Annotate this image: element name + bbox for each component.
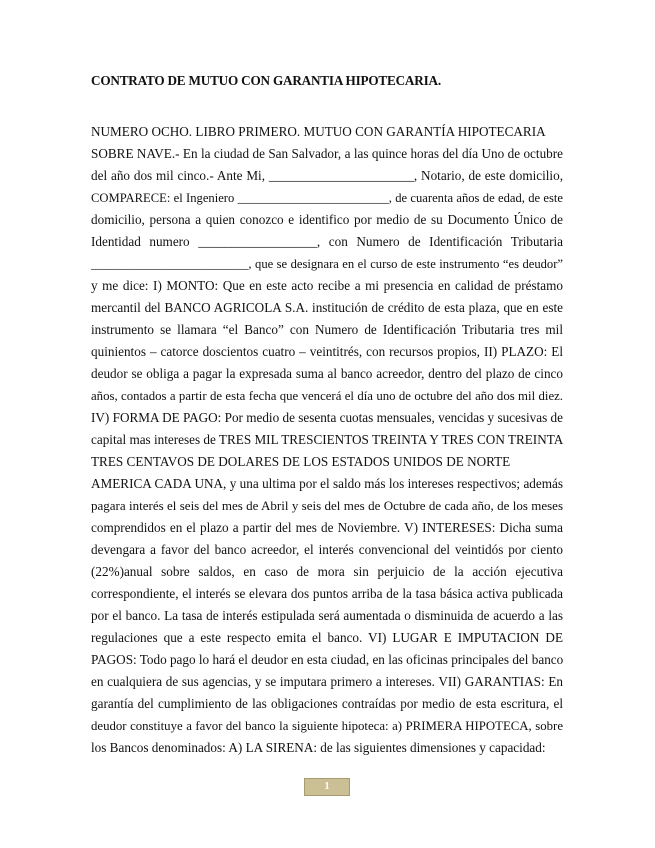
body-line: deudor se obliga a pagar la expresada suma al banco acreedor, dentro del plazo de cinco bbox=[91, 366, 563, 381]
body-line: NUMERO OCHO. LIBRO PRIMERO. MUTUO CON GARANTÍA HIPOTECARIA bbox=[91, 124, 546, 139]
body-line: garantía del cumplimiento de las obligaciones contraídas por medio de esta escritura, el bbox=[91, 696, 563, 711]
body-line: PAGOS: Todo pago lo hará el deudor en esta ciudad, en las oficinas principales del banco bbox=[91, 652, 564, 667]
body-line: comprendidos en el plazo a partir del mes de Noviembre. V) INTERESES: Dicha suma bbox=[91, 520, 563, 535]
page-number-badge: 1 bbox=[304, 778, 350, 796]
body-line: IV) FORMA DE PAGO: Por medio de sesenta cuotas mensuales, vencidas y sucesivas de bbox=[91, 410, 563, 425]
body-line: mercantil del BANCO AGRICOLA S.A. institución de crédito de esta plaza, que en este bbox=[91, 300, 563, 315]
body-line: por el banco. La tasa de interés estipulada será aumentada o disminuida de acuerdo a las bbox=[91, 608, 563, 623]
body-line: capital mas intereses de TRES MIL TRESCIENTOS TREINTA Y TRES CON TREINTA bbox=[91, 432, 564, 447]
body-line: COMPARECE: el Ingeniero ________________________, de cuarenta años de edad, de este bbox=[91, 191, 563, 205]
body-line: del año dos mil cinco.- Ante Mi, ______________________, Notario, de este domicilio, bbox=[91, 168, 563, 183]
body-line: deudor constituye a favor del banco la siguiente hipoteca: a) PRIMERA HIPOTECA, sobre bbox=[91, 719, 563, 733]
body-line: SOBRE NAVE.- En la ciudad de San Salvador, a las quince horas del día Uno de octubre bbox=[91, 146, 563, 161]
body-line: pagara interés el seis del mes de Abril y seis del mes de Octubre de cada año, de los meses bbox=[91, 498, 563, 513]
body-line: regulaciones que a este respecto emita el banco. VI) LUGAR E IMPUTACION DE bbox=[91, 630, 563, 645]
body-line: TRES CENTAVOS DE DOLARES DE LOS ESTADOS UNIDOS DE NORTE bbox=[91, 454, 511, 469]
body-line: años, contados a partir de esta fecha que vencerá el día uno de octubre del año dos mil diez. bbox=[91, 389, 563, 403]
body-line: instrumento se llamara “el Banco” con Numero de Identificación Tributaria tres mil bbox=[91, 322, 563, 337]
body-line: en cualquiera de sus agencias, y se imputara primero a intereses. VII) GARANTIAS: En bbox=[91, 674, 563, 689]
document-title: CONTRATO DE MUTUO CON GARANTIA HIPOTECARIA. bbox=[91, 73, 441, 88]
body-line: domicilio, persona a quien conozco e identifico por medio de su Documento Único de bbox=[91, 212, 563, 227]
body-line: los Bancos denominados: A) LA SIRENA: de las siguientes dimensiones y capacidad: bbox=[91, 740, 546, 755]
body-line: devengara a favor del banco acreedor, el interés convencional del veintidós por ciento bbox=[91, 542, 563, 557]
body-line: _________________________, que se designara en el curso de este instrumento “es deudor” bbox=[91, 257, 563, 271]
body-line: quinientos – catorce doscientos cuatro – veintitrés, con recursos propios, II) PLAZO: El bbox=[91, 344, 563, 359]
body-line: (22%)anual sobre saldos, en caso de mora sin perjuicio de la acción ejecutiva bbox=[91, 564, 563, 579]
body-line: AMERICA CADA UNA, y una ultima por el saldo más los intereses respectivos; además bbox=[91, 476, 563, 491]
body-line: correspondiente, el interés se elevara dos puntos arriba de la tasa básica activa publicada bbox=[91, 586, 563, 601]
document-body bbox=[91, 121, 563, 759]
body-line: y me dice: I) MONTO: Que en este acto recibe a mi presencia en calidad de préstamo bbox=[91, 278, 563, 293]
body-line: Identidad numero __________________, con Numero de Identificación Tributaria bbox=[91, 234, 563, 249]
